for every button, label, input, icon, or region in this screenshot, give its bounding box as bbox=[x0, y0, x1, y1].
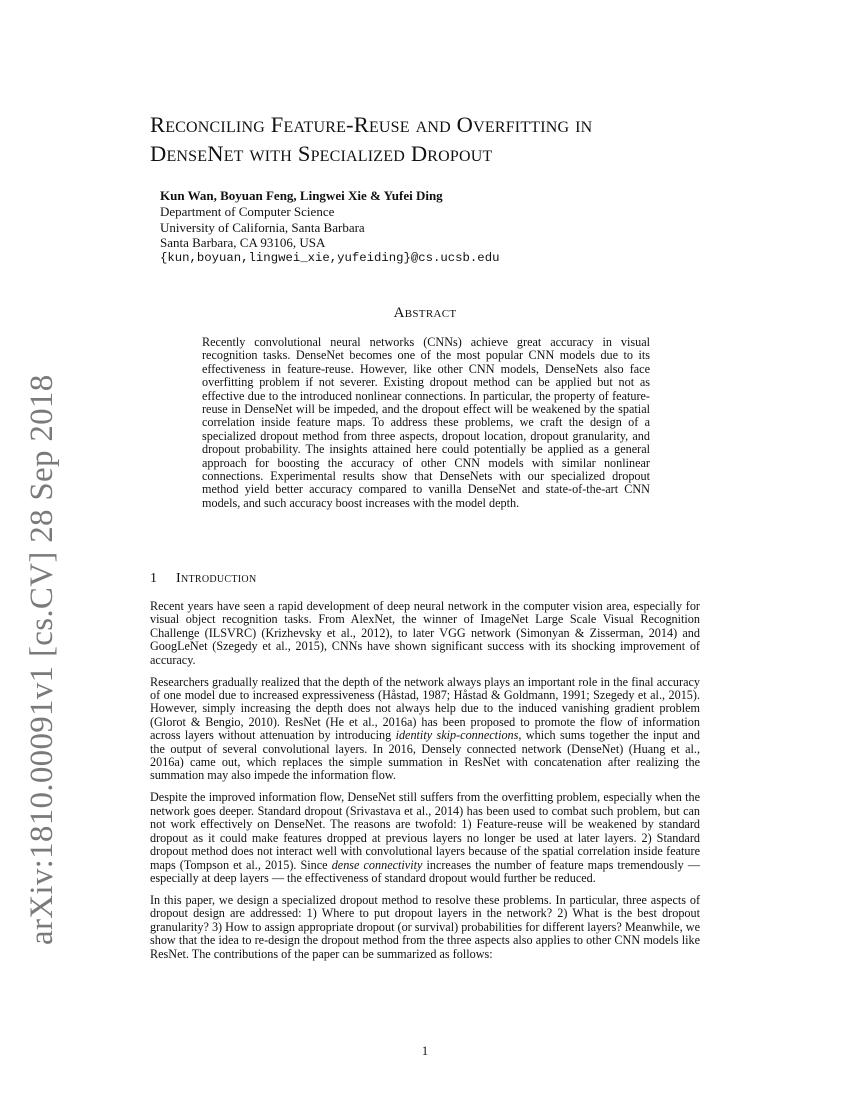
paragraph: In this paper, we design a specialized dropout method to resolve these problems. In particular, three aspects of dropout design are addressed: 1) Where to put dropout layers in the network? 2) What is the best dropout granularity? 3) How to assign appropriate dropout (or survival) probabilities for different layers? Meanwhile, we show that the idea to re-design the dropout method from the three aspects also applies to other CNN models like ResNet. The contributions of the paper can be summarized as follows: bbox=[150, 892, 700, 961]
section-title: Introduction bbox=[176, 571, 257, 586]
section-heading-introduction bbox=[150, 571, 256, 587]
abstract-heading: Abstract bbox=[393, 305, 457, 321]
author-block bbox=[160, 188, 499, 267]
introduction-body bbox=[150, 600, 700, 970]
paper-title-line-1: Reconciling Feature-Reuse and Overfitting in bbox=[150, 112, 593, 137]
author-names: Kun Wan, Boyuan Feng, Lingwei Xie & Yufei Ding bbox=[160, 188, 443, 203]
page-number: 1 bbox=[421, 1044, 429, 1058]
author-emails: {kun,boyuan,lingwei_xie,yufeiding}@cs.ucsb.edu bbox=[160, 251, 500, 266]
affiliation-department: Department of Computer Science bbox=[160, 203, 335, 219]
paragraph-text: Researchers gradually realized that the depth of the network always plays an important role in the final accuracy of one model due to increased expressiveness (Håstad, 1987; Håstad & Goldmann, 1991; Szegedy et al., 2015). However, simply increasing the depth does not always help due to the induced vanishing gradient problem (Glorot & Bengio, 2010). ResNet (He et al., 2016a) has been proposed to promote the flow of information across layers without attenuation by introducing bbox=[150, 674, 700, 743]
paragraph-text: , which sums together the input and the output of several convolutional layers. In 2016, Densely connected network (DenseNet) (Huang et al., 2016a) came out, which replaces the simple summation in ResNet with concatenation after realizing the summation may also impede the information flow. bbox=[150, 728, 700, 783]
paragraph: Recent years have seen a rapid development of deep neural network in the computer vision area, especially for visual object recognition tasks. From AlexNet, the winner of ImageNet Large Scale Visual Recognition Challenge (ILSVRC) (Krizhevsky et al., 2012), to later VGG network (Simonyan & Zisserman, 2014) and GoogLeNet (Szegedy et al., 2015), CNNs have shown significant success with its shocking improvement of accuracy. bbox=[150, 599, 700, 667]
paragraph-text: increases the number of feature maps tremendously — especially at deep layers — the effectiveness of standard dropout would further be reduced. bbox=[150, 857, 701, 885]
abstract-text: Recently convolutional neural networks (CNNs) achieve great accuracy in visual recognition tasks. DenseNet becomes one of the most popular CNN models due to its effectiveness in feature-reuse. However, like other CNN models, DenseNets also face overfitting problem if not severer. Existing dropout method can be applied but not as effective due to the introduced nonlinear connections. In particular, the property of feature-reuse in DenseNet will be impeded, and the dropout effect will be weakened by the spatial correlation inside feature maps. To address these problems, we craft the design of a specialized dropout method from three aspects, dropout location, dropout granularity, and dropout probability. The insights attained here could potentially be applied as a general approach for boosting the accuracy of other CNN models with similar nonlinear connections. Experimental results show that DenseNets with our specialized dropout method yield better accuracy compared to vanilla DenseNet and state-of-the-art CNN models, and such accuracy boost increases with the model depth. bbox=[202, 335, 650, 510]
affiliation-address: Santa Barbara, CA 93106, USA bbox=[160, 235, 326, 251]
paper-title-line-2: DenseNet with Specialized Dropout bbox=[150, 141, 493, 166]
arxiv-identifier-stamp: arXiv:1810.00091v1 [cs.CV] 28 Sep 2018 bbox=[24, 374, 60, 945]
paragraph bbox=[150, 676, 700, 783]
emphasis-term: dense connectivity bbox=[331, 857, 423, 872]
paper-title bbox=[150, 110, 710, 168]
paragraph-text: Despite the improved information flow, DenseNet still suffers from the overfitting problem, especially when the network goes deeper. Standard dropout (Srivastava et al., 2014) has been used to combat such problem, but can not work effectively on DenseNet. The reasons are twofold: 1) Feature-reuse will be weakened by standard dropout as it could make features dropped at previous layers no longer be used at later layers. 2) Standard dropout method does not interact well with convolutional layers because of the spatial correlation inside feature maps (Tompson et al., 2015). Since bbox=[150, 790, 700, 872]
emphasis-term: identity skip-connections bbox=[395, 728, 519, 743]
affiliation-university: University of California, Santa Barbara bbox=[160, 219, 365, 235]
section-number: 1 bbox=[150, 571, 158, 586]
paragraph bbox=[150, 791, 700, 885]
